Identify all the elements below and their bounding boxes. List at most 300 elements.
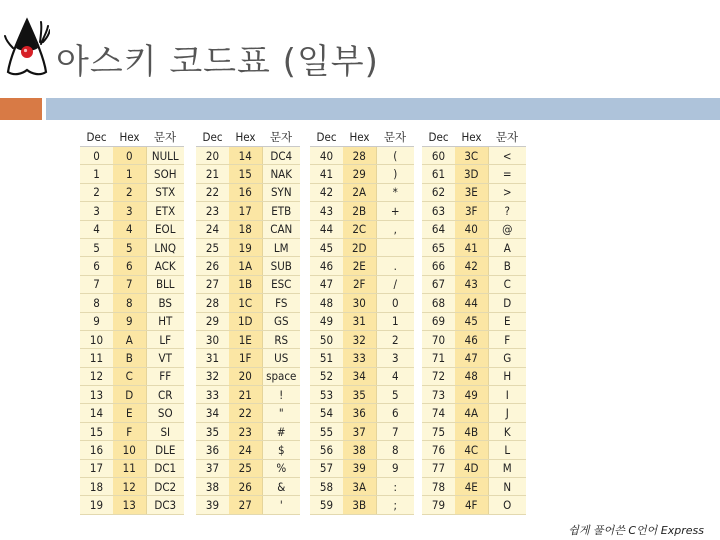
dec-cell: 9 (80, 312, 113, 330)
hex-cell: 2E (343, 257, 376, 275)
table-row (196, 202, 300, 220)
dec-cell: 24 (196, 220, 229, 238)
char-cell: SO (146, 404, 184, 422)
column-header: Dec (310, 128, 343, 147)
ascii-table-grid (80, 128, 184, 515)
hex-cell: 38 (343, 441, 376, 459)
hex-cell: 8 (113, 294, 146, 312)
hex-cell: 32 (343, 330, 376, 348)
dec-cell: 17 (80, 459, 113, 477)
dec-cell: 75 (422, 422, 455, 440)
dec-cell: 64 (422, 220, 455, 238)
char-cell: B (488, 257, 526, 275)
ascii-table (80, 128, 526, 513)
dec-cell: 61 (422, 165, 455, 183)
table-row (422, 496, 526, 514)
table-row (80, 496, 184, 514)
char-cell: ) (376, 165, 414, 183)
hex-cell: 7 (113, 275, 146, 293)
dec-cell: 11 (80, 349, 113, 367)
hex-cell: 3 (113, 202, 146, 220)
char-cell: 2 (376, 330, 414, 348)
dec-cell: 7 (80, 275, 113, 293)
char-cell: VT (146, 349, 184, 367)
dec-cell: 41 (310, 165, 343, 183)
dec-cell: 63 (422, 202, 455, 220)
hex-cell: 49 (455, 386, 488, 404)
char-cell: ESC (262, 275, 300, 293)
hex-cell: 36 (343, 404, 376, 422)
table-row (196, 349, 300, 367)
dec-cell: 27 (196, 275, 229, 293)
char-cell: " (262, 404, 300, 422)
hex-cell: 30 (343, 294, 376, 312)
dec-cell: 60 (422, 147, 455, 165)
table-row (422, 459, 526, 477)
dec-cell: 14 (80, 404, 113, 422)
table-row (196, 478, 300, 496)
hex-cell: 16 (229, 183, 262, 201)
dec-cell: 22 (196, 183, 229, 201)
dec-cell: 20 (196, 147, 229, 165)
char-cell: ' (262, 496, 300, 514)
dec-cell: 70 (422, 330, 455, 348)
table-row (422, 312, 526, 330)
hex-cell: 17 (229, 202, 262, 220)
char-cell: E (488, 312, 526, 330)
column-header: 문자 (262, 128, 300, 147)
char-cell: STX (146, 183, 184, 201)
table-row (196, 422, 300, 440)
hex-cell: 1F (229, 349, 262, 367)
hex-cell: 31 (343, 312, 376, 330)
hex-cell: 15 (229, 165, 262, 183)
hex-cell: 13 (113, 496, 146, 514)
dec-cell: 76 (422, 441, 455, 459)
hex-cell: 6 (113, 257, 146, 275)
hex-cell: 46 (455, 330, 488, 348)
char-cell: . (376, 257, 414, 275)
dec-cell: 67 (422, 275, 455, 293)
dec-cell: 31 (196, 349, 229, 367)
char-cell: 5 (376, 386, 414, 404)
table-row (196, 367, 300, 385)
dec-cell: 6 (80, 257, 113, 275)
dec-cell: 28 (196, 294, 229, 312)
dec-cell: 65 (422, 238, 455, 256)
dec-cell: 68 (422, 294, 455, 312)
table-row (196, 312, 300, 330)
table-row (196, 459, 300, 477)
table-row (310, 349, 414, 367)
hex-cell: 10 (113, 441, 146, 459)
hex-cell: 48 (455, 367, 488, 385)
hex-cell: 3F (455, 202, 488, 220)
hex-cell: 28 (343, 147, 376, 165)
dec-cell: 74 (422, 404, 455, 422)
char-cell: NAK (262, 165, 300, 183)
hex-cell: 5 (113, 238, 146, 256)
char-cell: > (488, 183, 526, 201)
accent-bar-orange (0, 98, 42, 120)
hex-cell: 42 (455, 257, 488, 275)
table-row (196, 330, 300, 348)
char-cell: BLL (146, 275, 184, 293)
table-row (310, 294, 414, 312)
column-header: Dec (80, 128, 113, 147)
hex-cell: 3B (343, 496, 376, 514)
char-cell: CAN (262, 220, 300, 238)
dec-cell: 77 (422, 459, 455, 477)
hex-cell: 22 (229, 404, 262, 422)
table-row (310, 147, 414, 165)
hex-cell: 3D (455, 165, 488, 183)
char-cell: DC3 (146, 496, 184, 514)
char-cell: # (262, 422, 300, 440)
table-row (196, 220, 300, 238)
table-row (80, 275, 184, 293)
hex-cell: 19 (229, 238, 262, 256)
char-cell: LNQ (146, 238, 184, 256)
char-cell: BS (146, 294, 184, 312)
char-cell: K (488, 422, 526, 440)
table-row (422, 404, 526, 422)
hex-cell: 18 (229, 220, 262, 238)
char-cell: EOL (146, 220, 184, 238)
char-cell: 4 (376, 367, 414, 385)
column-header: Hex (113, 128, 146, 147)
char-cell: LF (146, 330, 184, 348)
hex-cell: 27 (229, 496, 262, 514)
hex-cell: 1 (113, 165, 146, 183)
hex-cell: 4B (455, 422, 488, 440)
column-header: Hex (229, 128, 262, 147)
table-row (310, 330, 414, 348)
dec-cell: 78 (422, 478, 455, 496)
char-cell: + (376, 202, 414, 220)
hex-cell: 11 (113, 459, 146, 477)
dec-cell: 34 (196, 404, 229, 422)
table-row (310, 441, 414, 459)
hex-cell: 1D (229, 312, 262, 330)
hex-cell: A (113, 330, 146, 348)
char-cell: C (488, 275, 526, 293)
table-row (310, 422, 414, 440)
hex-cell: 2D (343, 238, 376, 256)
dec-cell: 49 (310, 312, 343, 330)
hex-cell: 12 (113, 478, 146, 496)
table-row (310, 202, 414, 220)
dec-cell: 25 (196, 238, 229, 256)
hex-cell: 20 (229, 367, 262, 385)
dec-cell: 19 (80, 496, 113, 514)
dec-cell: 36 (196, 441, 229, 459)
dec-cell: 56 (310, 441, 343, 459)
dec-cell: 46 (310, 257, 343, 275)
char-cell: DC2 (146, 478, 184, 496)
table-row (422, 422, 526, 440)
hex-cell: D (113, 386, 146, 404)
char-cell: = (488, 165, 526, 183)
hex-cell: 23 (229, 422, 262, 440)
dec-cell: 13 (80, 386, 113, 404)
ascii-table-block-1 (80, 128, 184, 513)
char-cell: SI (146, 422, 184, 440)
column-header: 문자 (146, 128, 184, 147)
column-header: Dec (422, 128, 455, 147)
char-cell: N (488, 478, 526, 496)
ascii-table-grid (422, 128, 526, 515)
table-row (422, 202, 526, 220)
table-row (196, 294, 300, 312)
hex-cell: 0 (113, 147, 146, 165)
char-cell: SOH (146, 165, 184, 183)
char-cell: L (488, 441, 526, 459)
table-row (80, 220, 184, 238)
table-row (310, 478, 414, 496)
dec-cell: 47 (310, 275, 343, 293)
dec-cell: 57 (310, 459, 343, 477)
hex-cell: 44 (455, 294, 488, 312)
char-cell: ! (262, 386, 300, 404)
hex-cell: 37 (343, 422, 376, 440)
char-cell: , (376, 220, 414, 238)
char-cell: & (262, 478, 300, 496)
hex-cell: 1E (229, 330, 262, 348)
table-row (422, 220, 526, 238)
dec-cell: 10 (80, 330, 113, 348)
dec-cell: 54 (310, 404, 343, 422)
table-row (422, 165, 526, 183)
dec-cell: 39 (196, 496, 229, 514)
table-row (196, 183, 300, 201)
dec-cell: 37 (196, 459, 229, 477)
char-cell: 9 (376, 459, 414, 477)
char-cell: DC1 (146, 459, 184, 477)
dec-cell: 53 (310, 386, 343, 404)
table-row (422, 386, 526, 404)
hex-cell: 3E (455, 183, 488, 201)
dec-cell: 3 (80, 202, 113, 220)
char-cell: F (488, 330, 526, 348)
table-row (80, 202, 184, 220)
hex-cell: 1C (229, 294, 262, 312)
table-row (422, 478, 526, 496)
char-cell: ? (488, 202, 526, 220)
char-cell: G (488, 349, 526, 367)
table-row (80, 422, 184, 440)
table-row (196, 238, 300, 256)
dec-cell: 71 (422, 349, 455, 367)
dec-cell: 55 (310, 422, 343, 440)
hex-cell: 2C (343, 220, 376, 238)
hex-cell: 40 (455, 220, 488, 238)
dec-cell: 1 (80, 165, 113, 183)
table-row (80, 312, 184, 330)
table-row (310, 386, 414, 404)
dec-cell: 18 (80, 478, 113, 496)
hex-cell: 1A (229, 257, 262, 275)
char-cell: HT (146, 312, 184, 330)
table-row (422, 238, 526, 256)
hex-cell: 2B (343, 202, 376, 220)
dec-cell: 8 (80, 294, 113, 312)
dec-cell: 32 (196, 367, 229, 385)
table-row (422, 330, 526, 348)
hex-cell: 41 (455, 238, 488, 256)
char-cell: DLE (146, 441, 184, 459)
char-cell: I (488, 386, 526, 404)
char-cell: / (376, 275, 414, 293)
hex-cell: 9 (113, 312, 146, 330)
table-row (196, 386, 300, 404)
dec-cell: 2 (80, 183, 113, 201)
dec-cell: 12 (80, 367, 113, 385)
table-row (310, 257, 414, 275)
dec-cell: 51 (310, 349, 343, 367)
char-cell: SYN (262, 183, 300, 201)
table-row (80, 183, 184, 201)
hex-cell: 25 (229, 459, 262, 477)
table-row (310, 275, 414, 293)
char-cell: 7 (376, 422, 414, 440)
char-cell: SUB (262, 257, 300, 275)
hex-cell: 34 (343, 367, 376, 385)
hex-cell: 4C (455, 441, 488, 459)
char-cell: % (262, 459, 300, 477)
dec-cell: 0 (80, 147, 113, 165)
table-row (422, 257, 526, 275)
table-row (80, 459, 184, 477)
hex-cell: 3A (343, 478, 376, 496)
hex-cell: 4A (455, 404, 488, 422)
table-row (310, 404, 414, 422)
dec-cell: 15 (80, 422, 113, 440)
table-row (80, 257, 184, 275)
table-row (80, 441, 184, 459)
table-row (196, 165, 300, 183)
char-cell: : (376, 478, 414, 496)
char-cell: FS (262, 294, 300, 312)
hex-cell: 4F (455, 496, 488, 514)
hex-cell: 4E (455, 478, 488, 496)
table-row (422, 294, 526, 312)
dec-cell: 43 (310, 202, 343, 220)
slide-title: 아스키 코드표 (일부) (56, 42, 379, 82)
dec-cell: 33 (196, 386, 229, 404)
dec-cell: 58 (310, 478, 343, 496)
table-row (196, 404, 300, 422)
hex-cell: 2 (113, 183, 146, 201)
table-row (80, 367, 184, 385)
dec-cell: 59 (310, 496, 343, 514)
column-header: 문자 (376, 128, 414, 147)
char-cell: ; (376, 496, 414, 514)
dec-cell: 16 (80, 441, 113, 459)
table-row (310, 367, 414, 385)
dec-cell: 73 (422, 386, 455, 404)
char-cell: CR (146, 386, 184, 404)
table-row (80, 147, 184, 165)
table-row (80, 165, 184, 183)
hex-cell: 39 (343, 459, 376, 477)
hex-cell: 26 (229, 478, 262, 496)
table-row (196, 496, 300, 514)
dec-cell: 45 (310, 238, 343, 256)
char-cell: FF (146, 367, 184, 385)
table-row (196, 257, 300, 275)
table-row (310, 165, 414, 183)
table-row (80, 349, 184, 367)
column-header: 문자 (488, 128, 526, 147)
hex-cell: 1B (229, 275, 262, 293)
dec-cell: 23 (196, 202, 229, 220)
dec-cell: 72 (422, 367, 455, 385)
char-cell: ETX (146, 202, 184, 220)
char-cell: space (262, 367, 300, 385)
char-cell: LM (262, 238, 300, 256)
char-cell: < (488, 147, 526, 165)
hex-cell: 35 (343, 386, 376, 404)
char-cell: ETB (262, 202, 300, 220)
column-header: Hex (343, 128, 376, 147)
hex-cell: 3C (455, 147, 488, 165)
dec-cell: 69 (422, 312, 455, 330)
table-row (422, 275, 526, 293)
hex-cell: F (113, 422, 146, 440)
char-cell: 6 (376, 404, 414, 422)
hex-cell: 14 (229, 147, 262, 165)
accent-bar-blue (46, 98, 720, 120)
char-cell: M (488, 459, 526, 477)
hex-cell: 33 (343, 349, 376, 367)
dec-cell: 21 (196, 165, 229, 183)
hex-cell: 4D (455, 459, 488, 477)
hex-cell: 29 (343, 165, 376, 183)
char-cell: J (488, 404, 526, 422)
hex-cell: E (113, 404, 146, 422)
footer-text: 쉽게 풀어쓴 C언어 Express (568, 524, 704, 537)
dec-cell: 79 (422, 496, 455, 514)
table-row (422, 183, 526, 201)
table-row (310, 220, 414, 238)
char-cell: RS (262, 330, 300, 348)
hex-cell: 47 (455, 349, 488, 367)
table-row (196, 275, 300, 293)
table-row (422, 367, 526, 385)
table-row (310, 459, 414, 477)
table-row (310, 238, 414, 256)
char-cell: * (376, 183, 414, 201)
table-row (196, 441, 300, 459)
dec-cell: 52 (310, 367, 343, 385)
dec-cell: 66 (422, 257, 455, 275)
dec-cell: 40 (310, 147, 343, 165)
dec-cell: 35 (196, 422, 229, 440)
hex-cell: 4 (113, 220, 146, 238)
hex-cell: B (113, 349, 146, 367)
table-row (422, 147, 526, 165)
ascii-table-grid (196, 128, 300, 515)
dec-cell: 42 (310, 183, 343, 201)
dec-cell: 4 (80, 220, 113, 238)
char-cell: ACK (146, 257, 184, 275)
table-row (310, 312, 414, 330)
dec-cell: 38 (196, 478, 229, 496)
char-cell: $ (262, 441, 300, 459)
table-row (80, 478, 184, 496)
column-header: Hex (455, 128, 488, 147)
